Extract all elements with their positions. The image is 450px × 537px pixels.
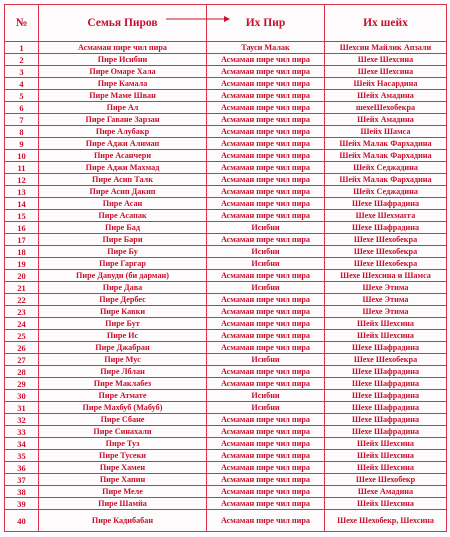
- row-pir: Асмаман пире чил пира: [207, 66, 325, 78]
- row-number: 30: [5, 390, 39, 402]
- row-family: Пире Меле: [39, 486, 207, 498]
- row-sheikh: Шейх Шехсина: [325, 450, 447, 462]
- row-family: Пире Омаре Хала: [39, 66, 207, 78]
- row-number: 15: [5, 210, 39, 222]
- table-row: [5, 414, 447, 426]
- row-family: Пире Дербес: [39, 294, 207, 306]
- table-row: [5, 162, 447, 174]
- row-number: 16: [5, 222, 39, 234]
- row-number: 17: [5, 234, 39, 246]
- row-family: Пире Синахали: [39, 426, 207, 438]
- row-family: Пире Хамен: [39, 462, 207, 474]
- row-number: 27: [5, 354, 39, 366]
- row-sheikh: Шейх Шехсина: [325, 462, 447, 474]
- table-body: [5, 42, 447, 532]
- row-number: 20: [5, 270, 39, 282]
- row-family: Пире Кадибабан: [39, 510, 207, 532]
- row-sheikh: Шехе Шехобекра: [325, 234, 447, 246]
- row-number: 12: [5, 174, 39, 186]
- row-number: 25: [5, 330, 39, 342]
- row-number: 1: [5, 42, 39, 54]
- row-family: Пире Аджи Махмад: [39, 162, 207, 174]
- row-sheikh: Шехе Шафрадина: [325, 390, 447, 402]
- row-family: Пире Дава: [39, 282, 207, 294]
- table-row: [5, 330, 447, 342]
- row-family: Пире Асип Талк: [39, 174, 207, 186]
- row-number: 38: [5, 486, 39, 498]
- header-family: Семья Пиров: [39, 5, 207, 42]
- row-pir: Асмаман пире чил пира: [207, 474, 325, 486]
- row-sheikh: Шехе Шафрадина: [325, 342, 447, 354]
- row-number: 31: [5, 402, 39, 414]
- table-row: [5, 138, 447, 150]
- row-family: Пире Маме Шван: [39, 90, 207, 102]
- row-pir: Асмаман пире чил пира: [207, 414, 325, 426]
- row-pir: Асмаман пире чил пира: [207, 162, 325, 174]
- row-pir: Асмаман пире чил пира: [207, 510, 325, 532]
- table-row: [5, 354, 447, 366]
- row-sheikh: шехеШехобекра: [325, 102, 447, 114]
- row-pir: Асмаман пире чил пира: [207, 102, 325, 114]
- row-sheikh: Шехе Шехобекр, Шехсина: [325, 510, 447, 532]
- row-sheikh: Шейх Шехсина: [325, 318, 447, 330]
- row-pir: Тауси Малак: [207, 42, 325, 54]
- row-number: 35: [5, 450, 39, 462]
- row-number: 11: [5, 162, 39, 174]
- row-family: Пире Алубакр: [39, 126, 207, 138]
- table-row: [5, 222, 447, 234]
- row-pir: Асмаман пире чил пира: [207, 114, 325, 126]
- row-pir: Асмаман пире чил пира: [207, 438, 325, 450]
- table-row: [5, 78, 447, 90]
- row-pir: Асмаман пире чил пира: [207, 450, 325, 462]
- table-row: [5, 114, 447, 126]
- row-pir: Асмаман пире чил пира: [207, 486, 325, 498]
- row-family: Пире Ис: [39, 330, 207, 342]
- row-pir: Исибни: [207, 390, 325, 402]
- table-row: [5, 186, 447, 198]
- row-sheikh: Шехе Амадина: [325, 486, 447, 498]
- table-row: [5, 306, 447, 318]
- row-pir: Асмаман пире чил пира: [207, 186, 325, 198]
- row-pir: Асмаман пире чил пира: [207, 498, 325, 510]
- row-family: Пире Гаване Зарзан: [39, 114, 207, 126]
- table-row: [5, 378, 447, 390]
- table-row: [5, 462, 447, 474]
- table-row: [5, 474, 447, 486]
- row-sheikh: Шехе Шафрадина: [325, 366, 447, 378]
- row-number: 36: [5, 462, 39, 474]
- row-family: Пире Кавки: [39, 306, 207, 318]
- row-pir: Асмаман пире чил пира: [207, 330, 325, 342]
- row-sheikh: Шехе Шехобекра: [325, 354, 447, 366]
- row-family: Пире Туз: [39, 438, 207, 450]
- header-pir: Их Пир: [207, 5, 325, 42]
- row-sheikh: Шехе Этима: [325, 306, 447, 318]
- row-family: Пире Асан: [39, 198, 207, 210]
- row-pir: Асмаман пире чил пира: [207, 150, 325, 162]
- row-sheikh: Шехе Шехсина и Шамса: [325, 270, 447, 282]
- row-sheikh: Шехе Этима: [325, 294, 447, 306]
- row-family: Пире Ал: [39, 102, 207, 114]
- row-pir: Асмаман пире чил пира: [207, 342, 325, 354]
- row-family: Пире Камала: [39, 78, 207, 90]
- row-sheikh: Шехе Шафрадина: [325, 414, 447, 426]
- table-row: [5, 54, 447, 66]
- row-pir: Исибни: [207, 222, 325, 234]
- header-sheikh: Их шейх: [325, 5, 447, 42]
- row-pir: Асмаман пире чил пира: [207, 78, 325, 90]
- table-row: [5, 150, 447, 162]
- row-pir: Асмаман пире чил пира: [207, 378, 325, 390]
- row-sheikh: Шехе Шафрадина: [325, 402, 447, 414]
- row-number: 8: [5, 126, 39, 138]
- row-pir: Исибни: [207, 282, 325, 294]
- table-row: [5, 498, 447, 510]
- row-family: Пире Шамйа: [39, 498, 207, 510]
- row-number: 14: [5, 198, 39, 210]
- row-number: 39: [5, 498, 39, 510]
- row-number: 19: [5, 258, 39, 270]
- row-sheikh: Шехе Шафрадина: [325, 198, 447, 210]
- row-pir: Асмаман пире чил пира: [207, 138, 325, 150]
- row-sheikh: Шейх Шехсина: [325, 438, 447, 450]
- row-sheikh: Шейх Малак Фархадина: [325, 174, 447, 186]
- row-number: 34: [5, 438, 39, 450]
- row-pir: Асмаман пире чил пира: [207, 198, 325, 210]
- row-family: Пире Бу: [39, 246, 207, 258]
- row-family: Пире Бари: [39, 234, 207, 246]
- table-row: [5, 270, 447, 282]
- row-pir: Асмаман пире чил пира: [207, 54, 325, 66]
- row-pir: Асмаман пире чил пира: [207, 126, 325, 138]
- table-row: [5, 438, 447, 450]
- row-sheikh: Шехе Шафрадина: [325, 426, 447, 438]
- table-row: [5, 210, 447, 222]
- row-sheikh: Шейх Седжадина: [325, 186, 447, 198]
- row-family: Пире Джабран: [39, 342, 207, 354]
- table-row: [5, 102, 447, 114]
- table-row: [5, 450, 447, 462]
- row-pir: Асмаман пире чил пира: [207, 366, 325, 378]
- row-family: Пире Асанчери: [39, 150, 207, 162]
- row-sheikh: Шейх Шехсина: [325, 330, 447, 342]
- row-pir: Асмаман пире чил пира: [207, 270, 325, 282]
- row-pir: Исибни: [207, 354, 325, 366]
- table-row: [5, 342, 447, 354]
- row-family: Пире Асапак: [39, 210, 207, 222]
- table-row: [5, 486, 447, 498]
- row-sheikh: Шейх Седжадина: [325, 162, 447, 174]
- table-row: [5, 294, 447, 306]
- row-sheikh: Шехе Шафрадина: [325, 222, 447, 234]
- row-family: Пире Лблан: [39, 366, 207, 378]
- row-pir: Асмаман пире чил пира: [207, 90, 325, 102]
- table-row: [5, 366, 447, 378]
- row-pir: Исибни: [207, 258, 325, 270]
- row-sheikh: Шехе Шехобекр: [325, 474, 447, 486]
- table-row: [5, 90, 447, 102]
- row-family: Пире Гаргар: [39, 258, 207, 270]
- row-family: Пире Аджи Алимап: [39, 138, 207, 150]
- pir-families-table: [4, 4, 447, 532]
- table-row: [5, 258, 447, 270]
- row-number: 40: [5, 510, 39, 532]
- row-number: 23: [5, 306, 39, 318]
- table-row: [5, 390, 447, 402]
- row-family: Пире Маклабез: [39, 378, 207, 390]
- table-row: [5, 426, 447, 438]
- row-number: 26: [5, 342, 39, 354]
- row-family: Пире Тусеки: [39, 450, 207, 462]
- row-sheikh: Шейх Шехсина: [325, 498, 447, 510]
- row-family: Асмаман пире чил пира: [39, 42, 207, 54]
- table-row: [5, 66, 447, 78]
- row-pir: Асмаман пире чил пира: [207, 174, 325, 186]
- row-pir: Асмаман пире чил пира: [207, 210, 325, 222]
- table-row: [5, 246, 447, 258]
- row-sheikh: Шехе Шехобекра: [325, 246, 447, 258]
- row-number: 6: [5, 102, 39, 114]
- row-pir: Исибни: [207, 246, 325, 258]
- row-sheikh: Шехе Шехобекра: [325, 258, 447, 270]
- row-sheikh: Шехе Шехсина: [325, 54, 447, 66]
- row-number: 9: [5, 138, 39, 150]
- row-number: 22: [5, 294, 39, 306]
- row-number: 4: [5, 78, 39, 90]
- row-sheikh: Шехе Этима: [325, 282, 447, 294]
- row-sheikh: Шейх Малак Фархадина: [325, 150, 447, 162]
- row-sheikh: Шейх Насардина: [325, 78, 447, 90]
- row-pir: Асмаман пире чил пира: [207, 318, 325, 330]
- row-number: 21: [5, 282, 39, 294]
- table-row: [5, 402, 447, 414]
- row-number: 18: [5, 246, 39, 258]
- row-pir: Асмаман пире чил пира: [207, 306, 325, 318]
- row-sheikh: Шехсин Майлик Апзали: [325, 42, 447, 54]
- row-number: 37: [5, 474, 39, 486]
- row-sheikh: Шейх Амадина: [325, 90, 447, 102]
- row-number: 24: [5, 318, 39, 330]
- table-row: [5, 198, 447, 210]
- row-number: 7: [5, 114, 39, 126]
- row-number: 3: [5, 66, 39, 78]
- row-pir: Исибни: [207, 402, 325, 414]
- row-family: Пире Сбане: [39, 414, 207, 426]
- table-row: [5, 42, 447, 54]
- row-family: Пире Атмате: [39, 390, 207, 402]
- table-row: [5, 126, 447, 138]
- row-number: 32: [5, 414, 39, 426]
- row-family: Пире Мус: [39, 354, 207, 366]
- table-row: [5, 318, 447, 330]
- row-sheikh: Шейх Шамса: [325, 126, 447, 138]
- row-sheikh: Шехе Шафрадина: [325, 378, 447, 390]
- table-row: [5, 510, 447, 532]
- row-pir: Асмаман пире чил пира: [207, 234, 325, 246]
- table-row: [5, 282, 447, 294]
- row-sheikh: Шейх Малак Фархадина: [325, 138, 447, 150]
- row-number: 2: [5, 54, 39, 66]
- row-number: 13: [5, 186, 39, 198]
- row-family: Пире Хапин: [39, 474, 207, 486]
- row-number: 10: [5, 150, 39, 162]
- row-pir: Асмаман пире чил пира: [207, 426, 325, 438]
- header-arrow: [166, 14, 230, 24]
- row-sheikh: Шехе Шехсина: [325, 66, 447, 78]
- row-number: 29: [5, 378, 39, 390]
- row-number: 5: [5, 90, 39, 102]
- row-family: Пире Исибни: [39, 54, 207, 66]
- table-row: [5, 174, 447, 186]
- row-family: Пире Бут: [39, 318, 207, 330]
- row-pir: Асмаман пире чил пира: [207, 294, 325, 306]
- row-number: 28: [5, 366, 39, 378]
- row-sheikh: Шейх Амадина: [325, 114, 447, 126]
- header-number: №: [5, 5, 39, 42]
- row-family: Пире Махбуб (Мабуб): [39, 402, 207, 414]
- row-pir: Асмаман пире чил пира: [207, 462, 325, 474]
- row-sheikh: Шехе Шехмагга: [325, 210, 447, 222]
- table-row: [5, 234, 447, 246]
- row-family: Пире Бад: [39, 222, 207, 234]
- row-family: Пире Асип Дакип: [39, 186, 207, 198]
- row-family: Пире Давуди (би дарман): [39, 270, 207, 282]
- row-number: 33: [5, 426, 39, 438]
